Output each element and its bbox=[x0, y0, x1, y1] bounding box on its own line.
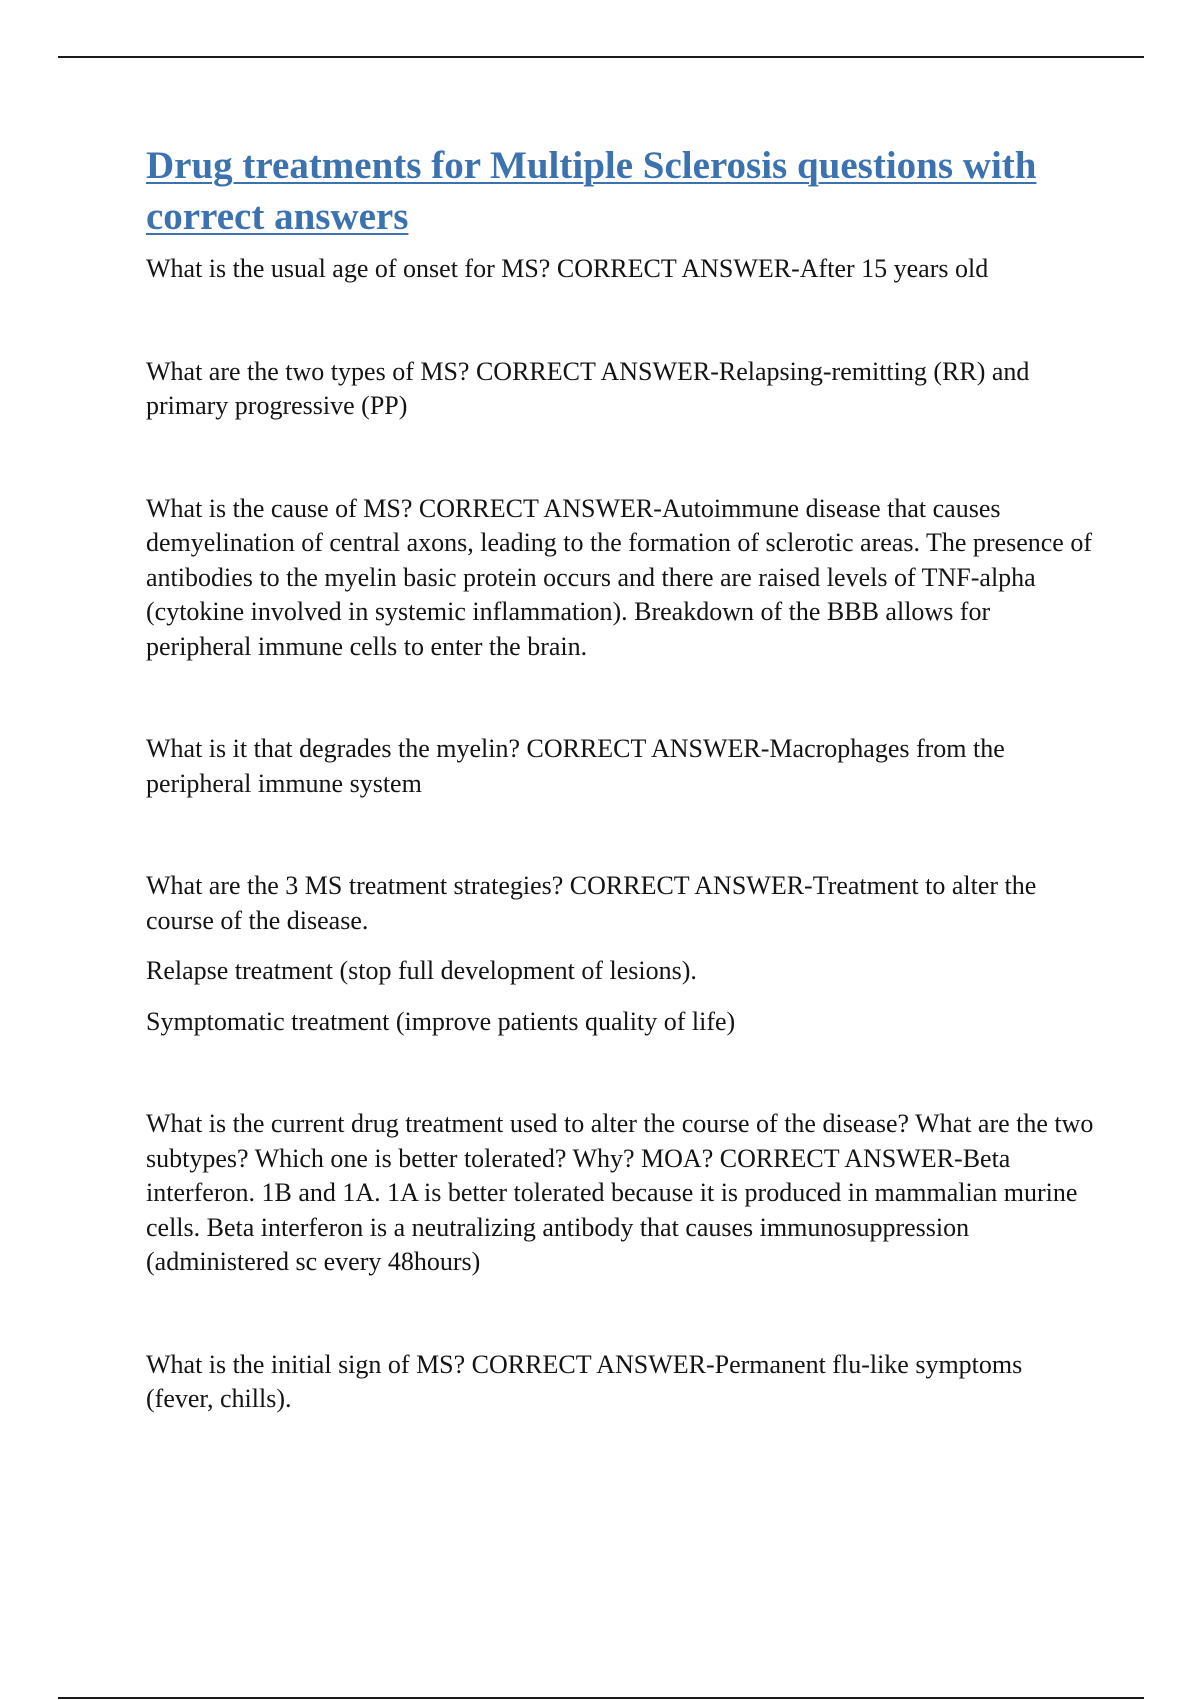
qa-item-3 bbox=[146, 492, 1096, 665]
qa-text: What is it that degrades the myelin? CORRECT ANSWER-Macrophages from the peripheral immune system bbox=[146, 734, 1005, 798]
qa-text: What is the usual age of onset for MS? CORRECT ANSWER-After 15 years old bbox=[146, 254, 989, 283]
qa-extra-line: Symptomatic treatment (improve patients quality of life) bbox=[146, 1006, 736, 1036]
header-rule bbox=[58, 56, 1144, 58]
footer-rule bbox=[58, 1697, 1144, 1699]
qa-text: What is the cause of MS? CORRECT ANSWER-Autoimmune disease that causes demyelination of central axons, leading to the formation of sclerotic areas. The presence of antibodies to the myelin basic protein occurs and there are raised levels of TNF-alpha (cytokine involved in systemic inflammation). Breakdown of the BBB allows for peripheral immune cells to enter the brain. bbox=[146, 493, 1092, 661]
qa-item-7 bbox=[146, 1348, 1096, 1417]
qa-item-1 bbox=[146, 252, 1096, 287]
qa-text: What are the 3 MS treatment strategies? CORRECT ANSWER-Treatment to alter the course of the disease. bbox=[146, 871, 1037, 935]
qa-item-4 bbox=[146, 732, 1096, 801]
qa-text: What are the two types of MS? CORRECT ANSWER-Relapsing-remitting (RR) and primary progressive (PP) bbox=[146, 356, 1030, 420]
document-title: Drug treatments for Multiple Sclerosis questions with correct answers bbox=[146, 144, 1037, 238]
qa-item-2 bbox=[146, 355, 1096, 424]
document-body bbox=[146, 140, 1096, 1417]
qa-extra-line: Relapse treatment (stop full development of lesions). bbox=[146, 956, 697, 985]
qa-text: What is the current drug treatment used to alter the course of the disease? What are the two subtypes? Which one is better tolerated? Why? MOA? CORRECT ANSWER-Beta interferon. 1B and 1A. 1A is better tolerated because it is produced in mammalian murine cells. Beta interferon is a neutralizing antibody that causes immunosuppression (administered sc every 48hours) bbox=[146, 1109, 1094, 1276]
qa-item-5 bbox=[146, 869, 1096, 1039]
qa-item-6 bbox=[146, 1107, 1096, 1280]
qa-text: What is the initial sign of MS? CORRECT ANSWER-Permanent flu-like symptoms (fever, chills). bbox=[146, 1349, 1023, 1413]
